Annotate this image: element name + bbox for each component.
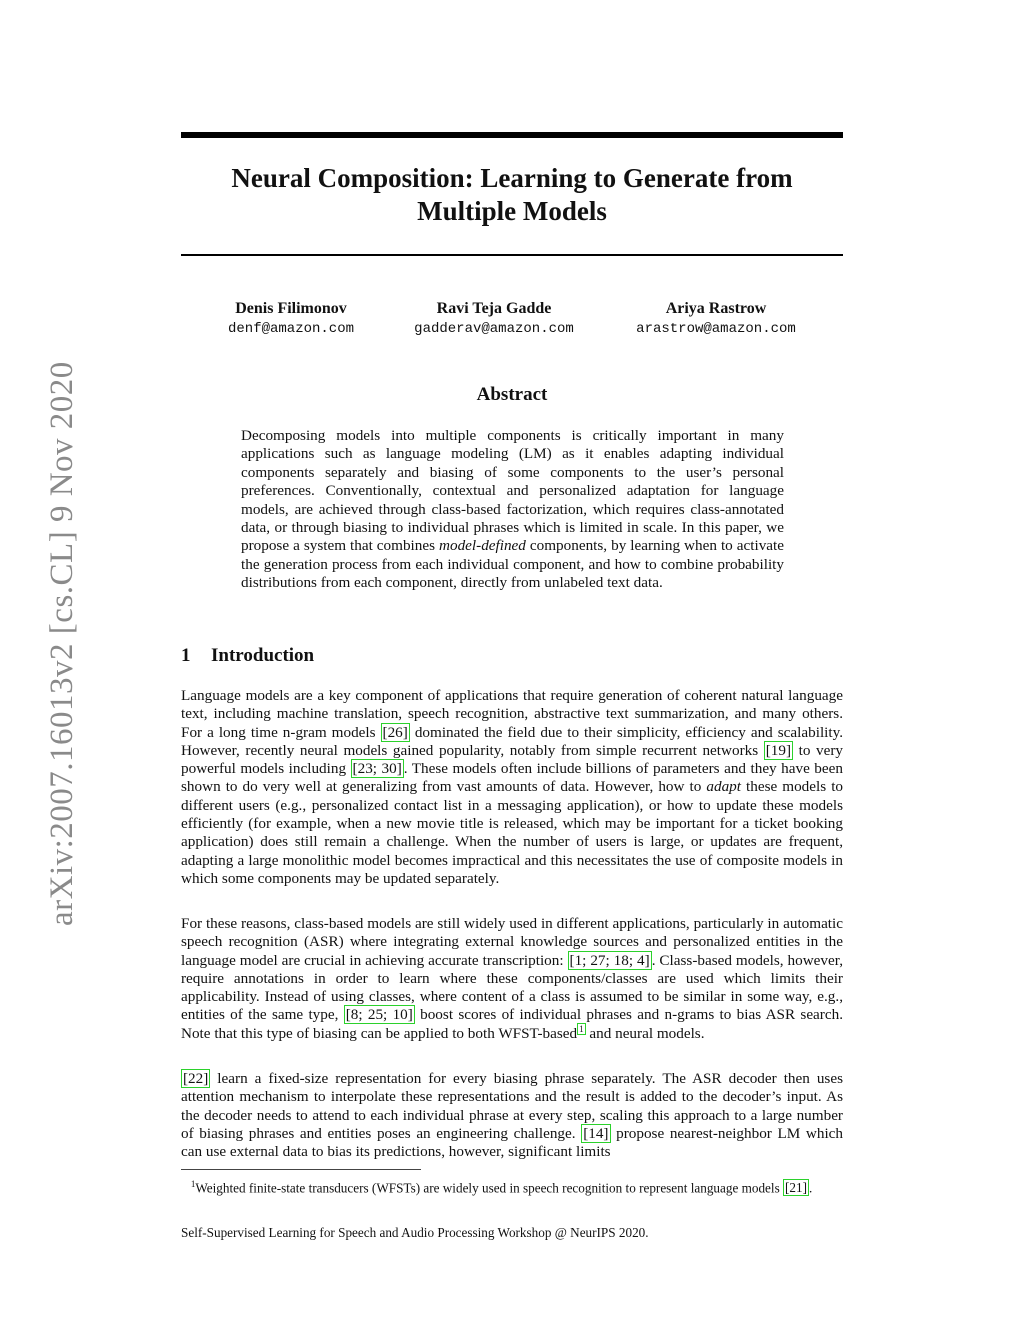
abstract-text: Decomposing models into multiple components is critically important in many applications such as language modeling (LM) as it enables adapting individual components separately and biasing of some components to the user’s personal preferences. Conventionally, contextual and personalized adaptation for language models, are achieved through class-based factorization, which requires class-annotated data, or through biasing to individual phrases which is limited in scale. In this paper, we propose a system that combines model-defined components, by learning when to activate the generation process from each individual component, and how to combine probability distributions from each component, directly from unlabeled text data. — [241, 427, 784, 592]
footnote: $^1$Weighted finite-state transducers (WFSTs) are widely used in speech recognition to represent language models [21] . — [190, 1179, 813, 1196]
emphasis-adapt: adapt — [706, 778, 741, 796]
author-2 — [379, 298, 609, 338]
intro-paragraph-2: For these reasons, class-based models are still widely used in different applications, particularly in automatic speech recognition (ASR) where integrating external knowledge sources and personalized entities in the language model are crucial in achieving accurate transcription: [1; 27; 18; 4] . Class-based models, however, require annotations in order to learn where these components/classes are used which limits their applicability. Instead of using classes, where content of a class is assumed to be similar in some way, e.g., entities of the same type, [8; 25; 10] boost scores of individual phrases and n-grams to bias ASR search. Note that this type of biasing can be applied to both WFST-based $^1$ and neural models. — [181, 915, 843, 1042]
citation-link[interactable]: [22] — [183, 1070, 209, 1087]
citation-link[interactable]: [21] — [785, 1180, 807, 1196]
author-email[interactable]: gadderav@amazon.com — [414, 321, 574, 337]
citation-link[interactable]: [14] — [583, 1124, 609, 1142]
abstract-emphasis: model-defined — [439, 537, 526, 555]
author-email[interactable]: arastrow@amazon.com — [636, 321, 796, 337]
author-name: Ravi Teja Gadde — [436, 300, 552, 317]
section-title: Introduction — [211, 645, 315, 666]
title-bottom-rule — [181, 254, 843, 256]
footnote-mark: 1 — [190, 1179, 196, 1189]
abstract-heading: Abstract — [476, 384, 548, 405]
paper-title — [181, 162, 843, 228]
intro-paragraph-3: [22] learn a fixed-size representation for every biasing phrase separately. The ASR decoder then uses attention mechanism to interpolate these representations and the result is added to the decoder’s input. As the decoder needs to attend to each individual phrase at every step, scaling this approach to a large number of biasing phrases and entities poses an engineering challenge. [14] propose nearest-neighbor LM which can use external data to bias its predictions, however, significant limits — [181, 1070, 844, 1161]
citation-link[interactable]: [19] — [765, 741, 792, 759]
author-name: Denis Filimonov — [235, 300, 347, 317]
author-3 — [601, 298, 831, 338]
section-heading — [181, 645, 314, 667]
author-1 — [176, 298, 406, 338]
footnote-marker-link[interactable]: 1 — [579, 1023, 584, 1034]
citation-link[interactable]: [23; 30] — [352, 760, 402, 778]
section-number: 1 — [181, 645, 191, 666]
title-line-1: Neural Composition: Learning to Generate from — [231, 163, 793, 193]
arxiv-sidebar-stamp: arXiv:2007.16013v2 [cs.CL] 9 Nov 2020 — [44, 361, 80, 926]
citation-link[interactable]: [26] — [382, 723, 408, 741]
footnote-divider — [181, 1169, 421, 1170]
citation-link[interactable]: [8; 25; 10] — [345, 1006, 413, 1024]
author-name: Ariya Rastrow — [665, 300, 767, 317]
intro-paragraph-1: Language models are a key component of applications that require generation of coherent natural language text, including machine translation, speech recognition, abstractive text summarization, and many others. For a long time n-gram models [26] dominated the field due to their simplicity, efficiency and scalability. However, recently neural models gained popularity, notably from simple recurrent networks [19] to very powerful models including [23; 30] . These models often include billions of parameters and they have been shown to do very well at generalizing from vast amounts of data. However, how to adapt these models to different users (e.g., personalized contact list in a messaging application), or how to update these models efficiently (for example, when a new movie title is released, which may be important for a ticket booking application) does still remain a challenge. When the number of users is large, or updates are frequent, adapting a large monolithic model becomes impractical and this necessitates the use of composite models in which some components may be updated separately. — [181, 687, 844, 887]
venue-footer: Self-Supervised Learning for Speech and Audio Processing Workshop @ NeurIPS 2020. — [181, 1225, 649, 1240]
title-line-2: Multiple Models — [417, 196, 607, 226]
title-top-rule — [181, 132, 843, 138]
author-email[interactable]: denf@amazon.com — [227, 321, 355, 337]
citation-link[interactable]: [1; 27; 18; 4] — [569, 951, 650, 969]
